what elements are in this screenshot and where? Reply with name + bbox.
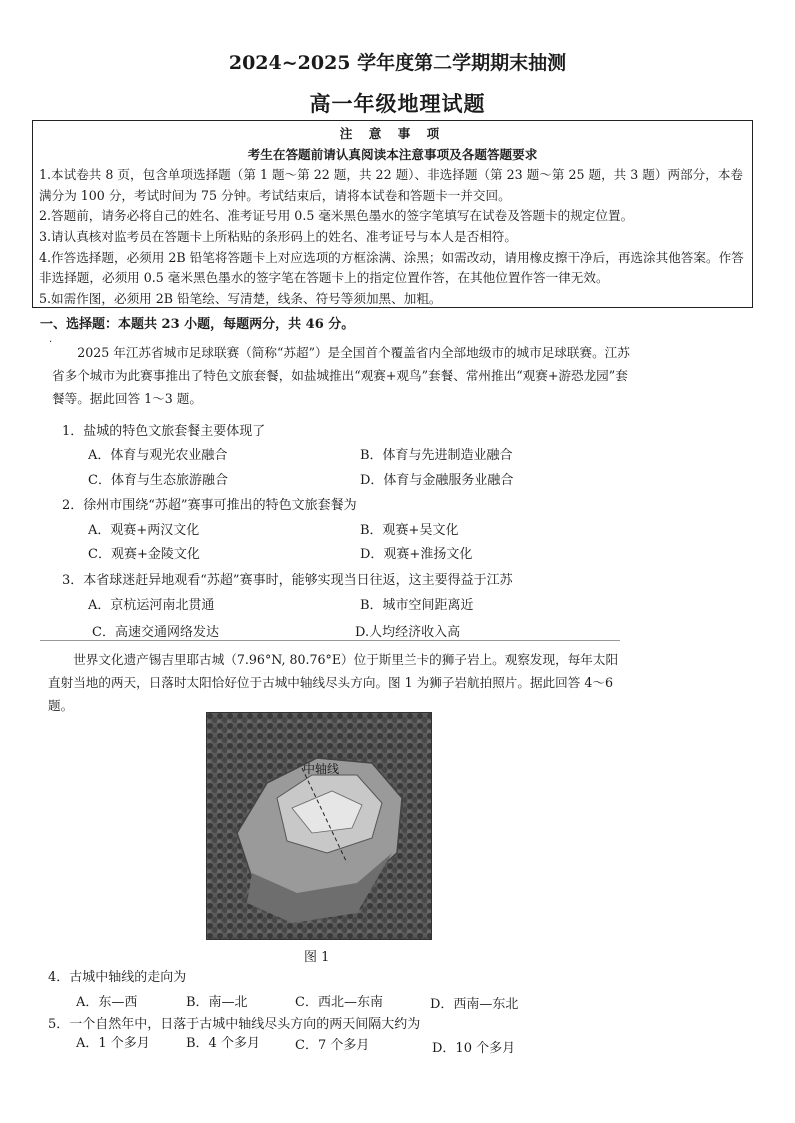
- question-3-option-b: B．城市空间距离近: [360, 598, 474, 613]
- question-4-stem: 4．古城中轴线的走向为: [48, 970, 187, 985]
- question-2-stem: 2．徐州市围绕“苏超”赛事可推出的特色文旅套餐为: [62, 498, 357, 513]
- sigiriya-aerial-photo: [206, 712, 432, 940]
- question-3-stem: 3．本省球迷赶异地观看“苏超”赛事时，能够实现当日往返，这主要得益于江苏: [62, 573, 513, 588]
- question-5-option-b: B．4 个多月: [186, 1036, 260, 1051]
- question-4-option-b: B．南—北: [186, 995, 248, 1010]
- passage-1: [52, 341, 632, 410]
- question-5-option-c: C．7 个多月: [295, 1038, 370, 1053]
- photo-illustration: [207, 713, 432, 940]
- notice-item-5: 5.如需作图，必须用 2B 铅笔绘、写清楚，线条、符号等须加黑、加粗。: [39, 290, 442, 306]
- question-1-option-a: A．体育与观光农业融合: [88, 448, 228, 463]
- question-4-option-d: D．西南—东北: [430, 997, 519, 1012]
- section-heading: 一、选择题：本题共 23 小题，每题两分，共 46 分。: [40, 317, 355, 332]
- question-3-option-c: C．高速交通网络发达: [92, 625, 219, 640]
- question-1-option-c: C．体育与生态旅游融合: [88, 473, 228, 488]
- question-2-option-a: A．观赛+两汉文化: [88, 523, 200, 538]
- notice-item-3: 3.请认真核对监考员在答题卡上所粘贴的条形码上的姓名、准考证号与本人是否相符。: [39, 228, 517, 244]
- notice-box: [32, 120, 753, 308]
- question-5-option-d: D．10 个多月: [432, 1041, 516, 1056]
- passage-1-text: 2025 年江苏省城市足球联赛（简称“苏超”）是全国首个覆盖省内全部地级市的城市足球联赛。江苏省多个城市为此赛事推出了特色文旅套餐，如盐城推出“观赛+观鸟”套餐、常州推出“观赛+游恐龙园”套餐等。据此回答 1～3 题。: [52, 345, 630, 406]
- passage-2-text: 世界文化遗产锡吉里耶古城（7.96°N, 80.76°E）位于斯里兰卡的狮子岩上。观察发现，每年太阳直射当地的两天，日落时太阳恰好位于古城中轴线尽头方向。图 1 为狮子岩航拍照片。据此回答 4～6 题。: [48, 652, 619, 713]
- notice-subheading: 考生在答题前请认真阅读本注意事项及各题答题要求: [247, 146, 538, 162]
- central-axis-label: 中轴线: [303, 762, 340, 776]
- question-1-option-d: D．体育与金融服务业融合: [360, 473, 514, 488]
- notice-heading: 注 意 事 项: [339, 126, 446, 141]
- figure-caption: 图 1: [304, 950, 330, 965]
- stray-dot: .: [49, 334, 53, 345]
- question-4-option-a: A．东—西: [76, 995, 138, 1010]
- question-1-stem: 1．盐城的特色文旅套餐主要体现了: [62, 424, 266, 439]
- notice-item-2: 2.答题前，请务必将自己的姓名、准考证号用 0.5 毫米黑色墨水的签字笔填写在试卷及答题卡的规定位置。: [39, 208, 634, 224]
- question-5-stem: 5．一个自然年中，日落于古城中轴线尽头方向的两天间隔大约为: [48, 1017, 421, 1032]
- question-2-option-c: C．观赛+金陵文化: [88, 547, 200, 562]
- question-1-option-b: B．体育与先进制造业融合: [360, 448, 513, 463]
- exam-subtitle: 高一年级地理试题: [309, 91, 486, 116]
- question-5-option-a: A．1 个多月: [76, 1036, 150, 1051]
- notice-item-1: 1.本试卷共 8 页，包含单项选择题（第 1 题～第 22 题，共 22 题）、非选择题（第 23 题～第 25 题，共 3 题）两部分，本卷满分为 100 分，考试时间为 75 分钟。考试结束后，请将本试卷和答题卡一并交回。: [39, 167, 744, 203]
- question-2-option-b: B．观赛+吴文化: [360, 523, 459, 538]
- question-2-option-d: D．观赛+淮扬文化: [360, 547, 473, 562]
- question-3-option-a: A．京杭运河南北贯通: [88, 598, 215, 613]
- passage-2: [48, 648, 628, 717]
- exam-title: 2024~2025 学年度第二学期期末抽测: [228, 52, 567, 74]
- section-divider: [40, 640, 620, 641]
- notice-item-4: 4.作答选择题，必须用 2B 铅笔将答题卡上对应选项的方框涂满、涂黑；如需改动，请用橡皮擦干净后，再选涂其他答案。作答非选择题，必须用 0.5 毫米黑色墨水的签字笔在答题卡上的指定位置作答，在其他位置作答一律无效。: [39, 249, 744, 286]
- question-4-option-c: C．西北—东南: [295, 995, 383, 1010]
- question-3-option-d: D.人均经济收入高: [355, 625, 461, 640]
